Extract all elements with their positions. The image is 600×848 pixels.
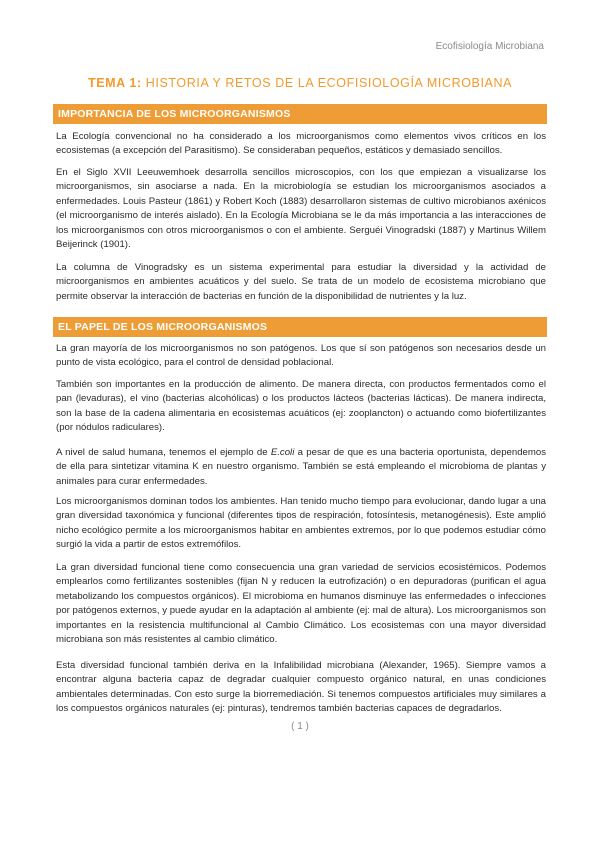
paragraph: La Ecología convencional no ha considerado a los microorganismos como elementos vivos críticos en los ecosistemas (a excepción del Parasitismo). Se consideraban pequeños, estáticos y demasiado sencillos. [56, 131, 546, 157]
section-heading-papel: EL PAPEL DE LOS MICROORGANISMOS [53, 317, 547, 337]
title-lead: TEMA 1: [87, 76, 142, 90]
paragraph: La columna de Vinogradsky es un sistema experimental para estudiar la diversidad y la actividad de microorganismos en ambientes acuáticos y del suelo. Se trata de un modelo de ecosistema microbiano que permite observar la interacción de bacterias en función de la disponibilidad de nutrientes y la luz. [56, 262, 546, 302]
paragraph: También son importantes en la producción de alimento. De manera directa, con productos fermentados como el pan (levaduras), el vino (bacterias alcohólicas) o los productos lácteos (bacterias lácticas). De manera indirecta, son la base de la cadena alimentaria en ecosistemas acuáticos (ej: zooplancton) o actuando como biofertilizantes (por nódulos radiculares). [56, 379, 546, 434]
paragraph: En el Siglo XVII Leeuwemhoek desarrolla sencillos microscopios, con los que empiezan a visualizarse los microorganismos, sin asociarse a nada. En la microbiología se estudian los microorganismos asociados a enfermedades. Louis Pasteur (1861) y Robert Koch (1883) desarrollaron sistemas de cultivo microbianos axénicos (el microorganismo de interés aislado). En la Ecología Microbiana se le da más importancia a las interacciones de los microorganismos con otros microorganismos o con el ambiente. Serguéi Vinogradski (1887) y Martinus Willem Beijerinck (1901). [56, 167, 546, 251]
paragraph: Los microorganismos dominan todos los ambientes. Han tenido mucho tiempo para evolucionar, dando lugar a una gran diversidad taxonómica y funcional (diferentes tipos de respiración, fotosíntesis, metanogénesis). Este amplió nicho ecológico permite a los microorganismos habitar en ambientes extremos, por lo que podemos estudiar cómo surgió la vida a partir de estos extremófilos. [56, 496, 546, 551]
title-rest: HISTORIA Y RETOS DE LA ECOFISIOLOGÍA MICROBIANA [141, 76, 513, 90]
ecoli-text-after: a pesar de que es una bacteria oportunista, dependemos de ella para sintetizar vitamina K en nuestro organismo. También se está empleando el microbioma de plantas y animales para curar enfermedades. [56, 447, 546, 487]
ecoli-text-before: A nivel de salud humana, tenemos el ejemplo de [56, 447, 271, 458]
paragraph: Esta diversidad funcional también deriva en la Infalibilidad microbiana (Alexander, 1965). Siempre vamos a encontrar alguna bacteria capaz de degradar cualquier compuesto orgánico natural, en unas condiciones ambientales determinadas. Con esto surge la biorremediación. Si tenemos compuestos artificiales muy similares a los compuestos orgánicos naturales (ej: pinturas), tendremos también bacterias capaces de degradarlos. [56, 660, 546, 715]
document-title [0, 76, 600, 90]
running-header: Ecofisiología Microbiana [435, 41, 544, 52]
paragraph: La gran mayoría de los microorganismos no son patógenos. Los que sí son patógenos son necesarios desde un punto de vista ecológico, para el control de densidad poblacional. [56, 343, 546, 369]
section-heading-importancia: IMPORTANCIA DE LOS MICROORGANISMOS [53, 104, 547, 124]
paragraph: La gran diversidad funcional tiene como consecuencia una gran variedad de servicios ecosistémicos. Podemos emplearlos como fertilizantes sostenibles (fijan N y reducen la eutrofización) o en depuradoras (purifican el agua metabolizando los compuestos orgánicos). El microbioma en humanos disminuye las enfermedades o infecciones por patógenos externos, y puede ayudar en la adaptación al ambiente (ej: mal de altura). Los microorganismos son importantes en la resistencia multifuncional al Cambio Climático. Los ecosistemas con una mayor diversidad microbiana son más resistentes al cambio climático. [56, 562, 546, 646]
paragraph-ecoli [56, 446, 546, 489]
page-number: ( 1 ) [291, 721, 309, 732]
ecoli-species: E.coli [270, 447, 295, 458]
